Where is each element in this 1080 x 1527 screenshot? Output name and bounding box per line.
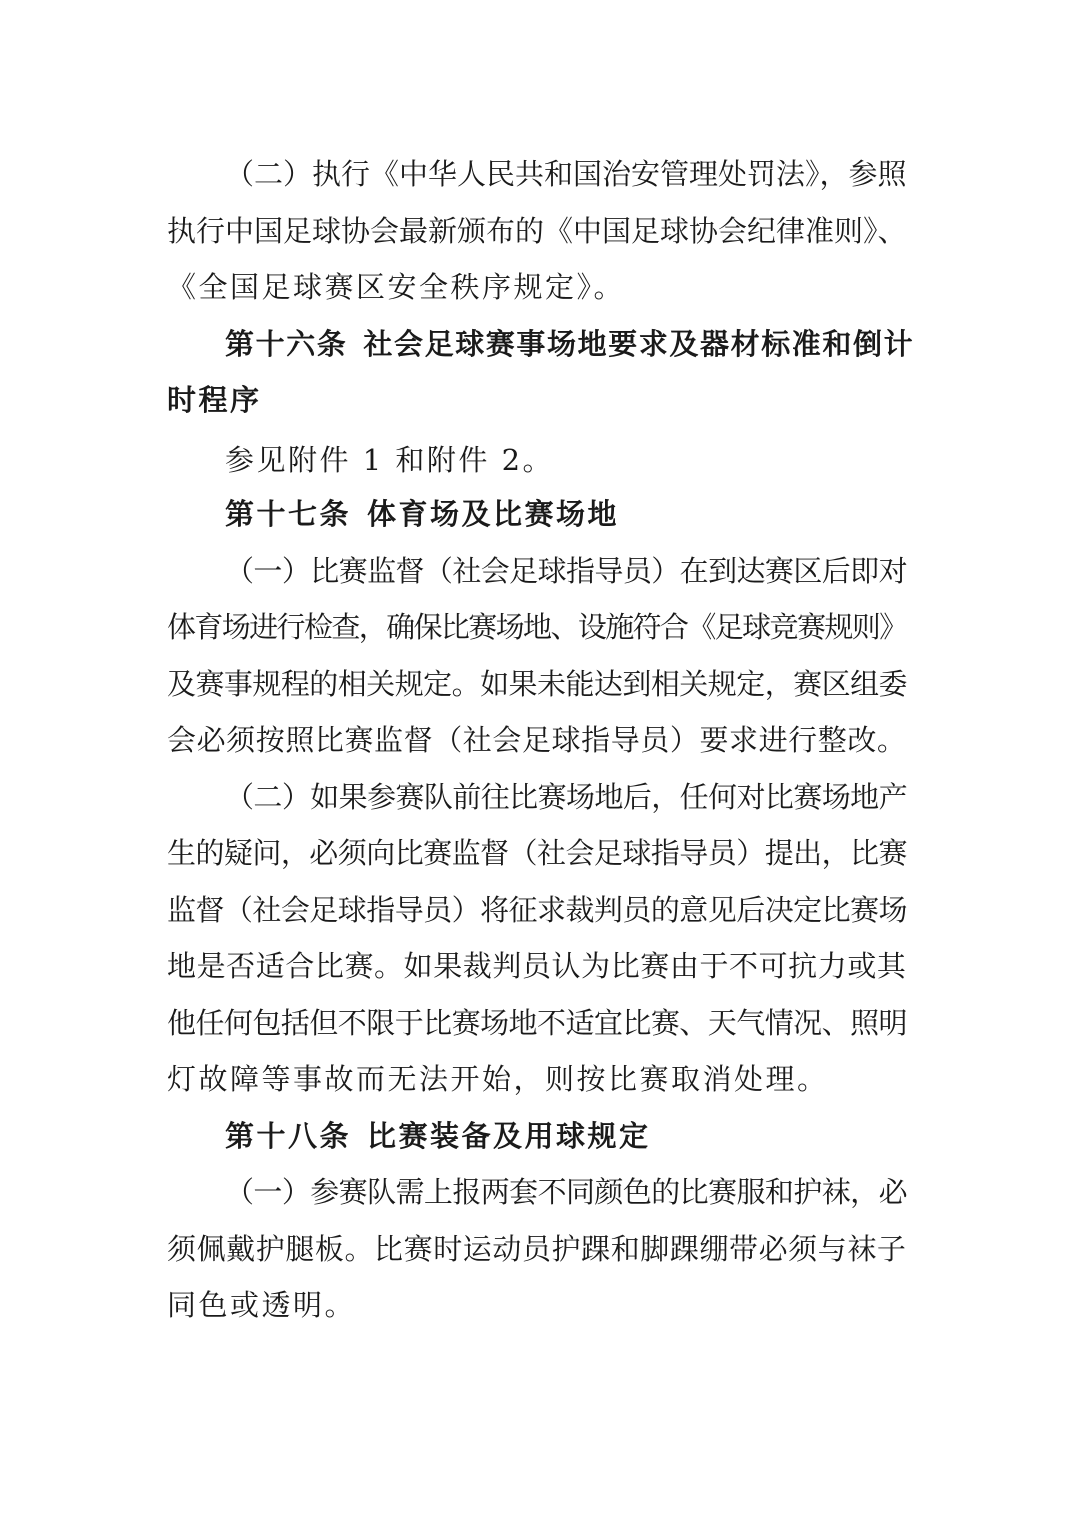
article17-item2-line4: 地是否适合比赛。如果裁判员认为比赛由于不可抗力或其 bbox=[167, 949, 907, 983]
article18-item1-line3: 同色或透明。 bbox=[167, 1288, 357, 1322]
article17-item2-line5: 他任何包括但不限于比赛场地不适宜比赛、天气情况、照明 bbox=[167, 1006, 908, 1040]
article15-item2-line3: 《全国足球赛区安全秩序规定》。 bbox=[167, 270, 626, 304]
article18-item1-line1: （一）参赛队需上报两套不同颜色的比赛服和护袜，必 bbox=[225, 1175, 908, 1209]
article18-number: 第十八条 bbox=[225, 1119, 352, 1153]
article17-item1-line1: （一）比赛监督（社会足球指导员）在到达赛区后即对 bbox=[225, 554, 908, 588]
article16-heading bbox=[225, 324, 915, 364]
article17-heading bbox=[225, 494, 907, 534]
article17-item2-line6: 灯故障等事故而无法开始，则按比赛取消处理。 bbox=[167, 1062, 829, 1096]
article16-title-line2: 时程序 bbox=[167, 383, 262, 417]
article16-body: 参见附件 1 和附件 2。 bbox=[225, 443, 555, 477]
article15-item2-line1: （二）执行《中华人民共和国治安管理处罚法》，参照 bbox=[225, 157, 907, 191]
article16-number: 第十六条 bbox=[225, 327, 348, 361]
article17-item2-line3: 监督（社会足球指导员）将征求裁判员的意见后决定比赛场 bbox=[167, 893, 908, 927]
article17-item2-line1: （二）如果参赛队前往比赛场地后，任何对比赛场地产 bbox=[225, 780, 908, 814]
article17-item1-line4: 会必须按照比赛监督（社会足球指导员）要求进行整改。 bbox=[167, 723, 907, 757]
article16-title-line1: 社会足球赛事场地要求及器材标准和倒计 bbox=[363, 327, 915, 361]
article17-item1-line3: 及赛事规程的相关规定。如果未能达到相关规定，赛区组委 bbox=[167, 667, 908, 701]
article17-item2-line2: 生的疑问，必须向比赛监督（社会足球指导员）提出，比赛 bbox=[167, 836, 908, 870]
article17-title: 体育场及比赛场地 bbox=[367, 497, 620, 531]
article15-item2-line2: 执行中国足球协会最新颁布的《中国足球协会纪律准则》、 bbox=[167, 214, 907, 248]
article18-heading bbox=[225, 1116, 907, 1156]
article18-title: 比赛装备及用球规定 bbox=[367, 1119, 651, 1153]
article18-item1-line2: 须佩戴护腿板。比赛时运动员护踝和脚踝绷带必须与袜子 bbox=[167, 1232, 907, 1266]
article17-item1-line2: 体育场进行检查，确保比赛场地、设施符合《足球竞赛规则》 bbox=[167, 610, 907, 644]
article17-number: 第十七条 bbox=[225, 497, 352, 531]
